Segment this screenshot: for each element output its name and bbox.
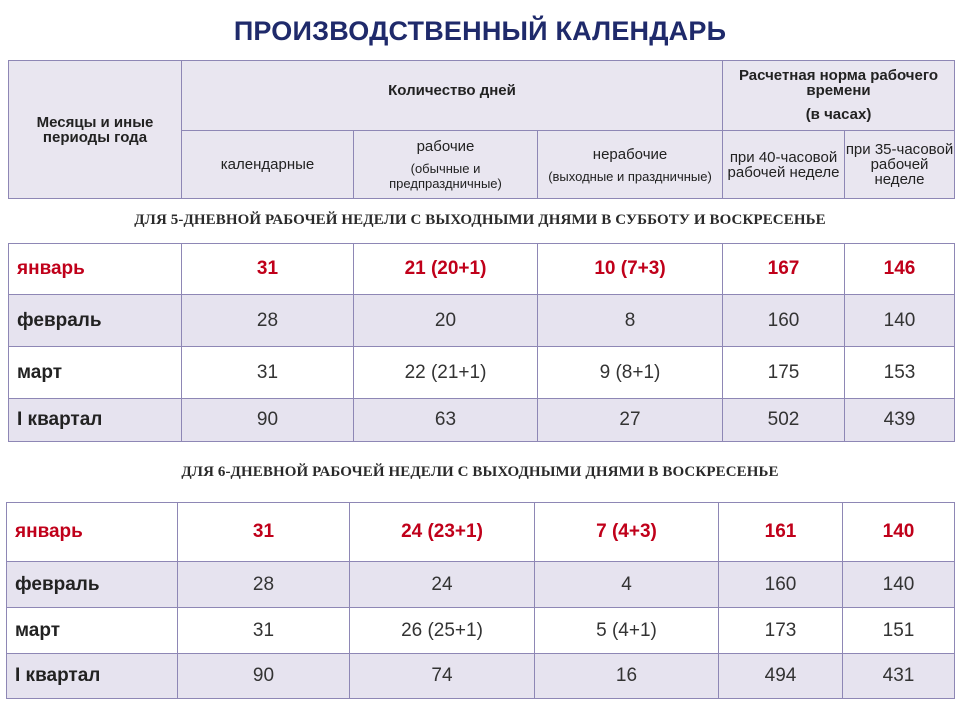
calendar-days-header: календарные bbox=[182, 131, 354, 199]
work-norm-title: Расчетная норма рабочего времени bbox=[738, 67, 939, 99]
calendar-days-cell: 31 bbox=[178, 608, 350, 654]
calendar-days-cell: 90 bbox=[178, 654, 350, 699]
hours-40-cell: 173 bbox=[719, 608, 843, 654]
week35-header: при 35-часовой рабочей неделе bbox=[845, 131, 955, 199]
hours-40-cell: 494 bbox=[719, 654, 843, 699]
nonworking-days-cell: 16 bbox=[535, 654, 719, 699]
working-days-cell: 24 bbox=[350, 562, 535, 608]
working-days-cell: 26 (25+1) bbox=[350, 608, 535, 654]
hours-35-cell: 151 bbox=[843, 608, 955, 654]
periods-header bbox=[9, 61, 182, 199]
work-norm-unit: (в часах) bbox=[805, 106, 872, 123]
nonworking-days-label: нерабочие bbox=[592, 145, 668, 163]
hours-35-cell: 146 bbox=[845, 244, 955, 295]
calendar-header-table bbox=[8, 60, 955, 199]
hours-35-cell: 140 bbox=[843, 503, 955, 562]
calendar-days-cell: 28 bbox=[178, 562, 350, 608]
calendar-days-cell: 31 bbox=[178, 503, 350, 562]
hours-35-cell: 140 bbox=[843, 562, 955, 608]
working-days-cell: 63 bbox=[354, 399, 538, 442]
working-days-cell: 24 (23+1) bbox=[350, 503, 535, 562]
working-days-label: рабочие bbox=[416, 138, 475, 155]
nonworking-days-cell: 9 (8+1) bbox=[538, 347, 723, 399]
month-cell: январь bbox=[7, 503, 178, 562]
table-6day-week bbox=[6, 502, 955, 699]
hours-35-cell: 140 bbox=[845, 295, 955, 347]
month-cell: февраль bbox=[9, 295, 182, 347]
calendar-days-cell: 90 bbox=[182, 399, 354, 442]
calendar-days-cell: 31 bbox=[182, 244, 354, 295]
month-cell: март bbox=[9, 347, 182, 399]
hours-40-cell: 160 bbox=[723, 295, 845, 347]
nonworking-days-cell: 27 bbox=[538, 399, 723, 442]
working-days-cell: 22 (21+1) bbox=[354, 347, 538, 399]
week40-header: при 40-часовой рабочей неделе bbox=[723, 131, 845, 199]
hours-40-cell: 502 bbox=[723, 399, 845, 442]
nonworking-days-cell: 4 bbox=[535, 562, 719, 608]
nonworking-days-cell: 10 (7+3) bbox=[538, 244, 723, 295]
nonworking-days-cell: 8 bbox=[538, 295, 723, 347]
nonworking-days-note: (выходные и праздничные) bbox=[548, 168, 712, 184]
table-row bbox=[7, 654, 955, 699]
table-row bbox=[7, 562, 955, 608]
month-cell: март bbox=[7, 608, 178, 654]
page-title: ПРОИЗВОДСТВЕННЫЙ КАЛЕНДАРЬ bbox=[233, 16, 727, 46]
table-row bbox=[9, 295, 955, 347]
working-days-cell: 21 (20+1) bbox=[354, 244, 538, 295]
hours-35-cell: 431 bbox=[843, 654, 955, 699]
table-row bbox=[9, 347, 955, 399]
periods-header-label: Месяцы и иные периоды года bbox=[36, 113, 154, 146]
hours-35-cell: 153 bbox=[845, 347, 955, 399]
days-count-header: Количество дней bbox=[182, 61, 723, 131]
nonworking-days-cell: 5 (4+1) bbox=[535, 608, 719, 654]
table-row bbox=[7, 503, 955, 562]
nonworking-days-cell: 7 (4+3) bbox=[535, 503, 719, 562]
working-days-note: (обычные и предпраздничные) bbox=[389, 161, 502, 191]
table-row bbox=[7, 608, 955, 654]
month-cell: I квартал bbox=[7, 654, 178, 699]
hours-35-cell: 439 bbox=[845, 399, 955, 442]
working-days-cell: 74 bbox=[350, 654, 535, 699]
section-6day-caption: ДЛЯ 6-ДНЕВНОЙ РАБОЧЕЙ НЕДЕЛИ С ВЫХОДНЫМИ ДНЯМИ В ВОСКРЕСЕНЬЕ bbox=[181, 464, 779, 480]
table-5day-week bbox=[8, 243, 955, 442]
section-5day-caption: ДЛЯ 5-ДНЕВНОЙ РАБОЧЕЙ НЕДЕЛИ С ВЫХОДНЫМИ ДНЯМИ В СУББОТУ И ВОСКРЕСЕНЬЕ bbox=[134, 212, 826, 228]
working-days-header bbox=[354, 131, 538, 199]
hours-40-cell: 160 bbox=[719, 562, 843, 608]
month-cell: январь bbox=[9, 244, 182, 295]
calendar-days-cell: 28 bbox=[182, 295, 354, 347]
hours-40-cell: 161 bbox=[719, 503, 843, 562]
work-norm-header bbox=[723, 61, 955, 131]
working-days-cell: 20 bbox=[354, 295, 538, 347]
hours-40-cell: 167 bbox=[723, 244, 845, 295]
month-cell: I квартал bbox=[9, 399, 182, 442]
month-cell: февраль bbox=[7, 562, 178, 608]
table-row bbox=[9, 244, 955, 295]
calendar-days-cell: 31 bbox=[182, 347, 354, 399]
nonworking-days-header bbox=[538, 131, 723, 199]
hours-40-cell: 175 bbox=[723, 347, 845, 399]
table-row bbox=[9, 399, 955, 442]
